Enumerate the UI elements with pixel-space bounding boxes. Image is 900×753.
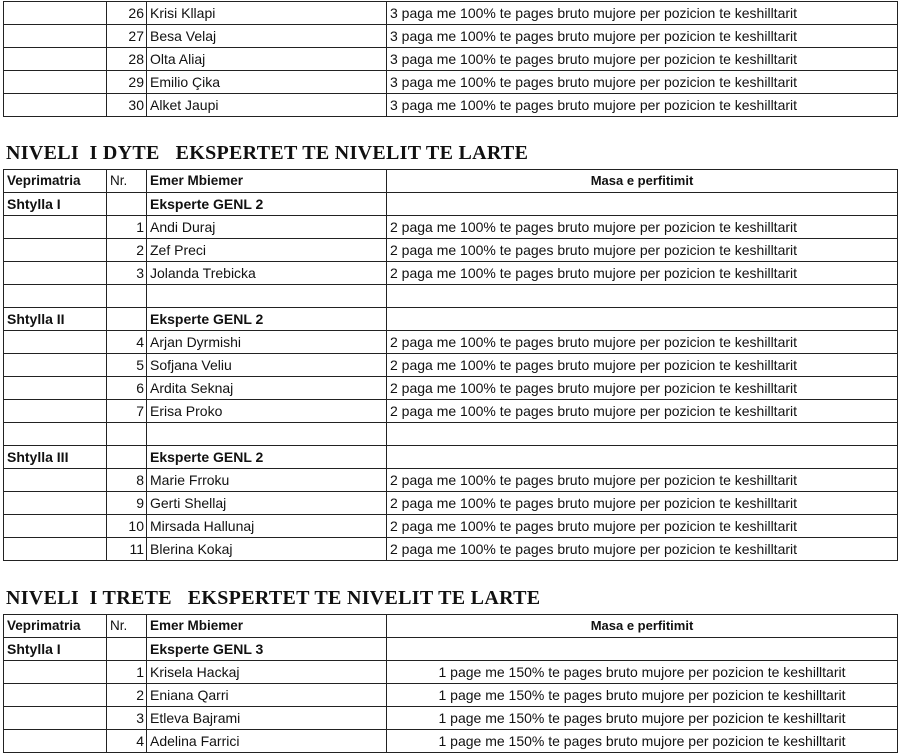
header-emer-mbiemer: Emer Mbiemer <box>147 615 387 638</box>
masa-cell: 2 paga me 100% te pages bruto mujore per pozicion te keshilltarit <box>387 538 898 561</box>
header-nr: Nr. <box>107 170 147 193</box>
nr-cell: 26 <box>107 2 147 25</box>
group-header-row <box>4 193 898 216</box>
name-cell: Eniana Qarri <box>147 684 387 707</box>
empty-cell <box>147 285 387 308</box>
header-emer-mbiemer: Emer Mbiemer <box>147 170 387 193</box>
masa-cell: 1 page me 150% te pages bruto mujore per pozicion te keshilltarit <box>387 730 898 753</box>
name-cell: Emilio Çika <box>147 71 387 94</box>
group-header-row <box>4 638 898 661</box>
nr-cell: 4 <box>107 331 147 354</box>
veprimatria-cell <box>4 661 107 684</box>
nr-cell: 2 <box>107 239 147 262</box>
table-row <box>4 492 898 515</box>
veprimatria-cell <box>4 492 107 515</box>
level3-header-row <box>4 615 898 638</box>
level2-heading: NIVELI I DYTE EKSPERTET TE NIVELIT TE LARTE <box>6 142 529 164</box>
category-label: Eksperte GENL 2 <box>147 193 387 216</box>
empty-cell <box>147 423 387 446</box>
nr-cell: 11 <box>107 538 147 561</box>
table-row <box>4 377 898 400</box>
nr-cell: 6 <box>107 377 147 400</box>
name-cell: Andi Duraj <box>147 216 387 239</box>
masa-cell: 1 page me 150% te pages bruto mujore per pozicion te keshilltarit <box>387 661 898 684</box>
veprimatria-cell <box>4 354 107 377</box>
category-label: Eksperte GENL 2 <box>147 446 387 469</box>
masa-cell: 3 paga me 100% te pages bruto mujore per pozicion te keshilltarit <box>387 48 898 71</box>
header-nr: Nr. <box>107 615 147 638</box>
nr-cell: 1 <box>107 216 147 239</box>
nr-cell: 27 <box>107 25 147 48</box>
table-row <box>4 354 898 377</box>
masa-cell <box>387 308 898 331</box>
masa-cell: 2 paga me 100% te pages bruto mujore per pozicion te keshilltarit <box>387 515 898 538</box>
name-cell: Sofjana Veliu <box>147 354 387 377</box>
veprimatria-cell <box>4 94 107 117</box>
table-row <box>4 684 898 707</box>
nr-cell: 3 <box>107 707 147 730</box>
nr-cell: 28 <box>107 48 147 71</box>
pillar-label: Shtylla I <box>4 638 107 661</box>
table-row <box>4 239 898 262</box>
masa-cell: 2 paga me 100% te pages bruto mujore per pozicion te keshilltarit <box>387 492 898 515</box>
masa-cell: 3 paga me 100% te pages bruto mujore per pozicion te keshilltarit <box>387 71 898 94</box>
table-row <box>4 469 898 492</box>
table-row <box>4 262 898 285</box>
group-header-row <box>4 308 898 331</box>
name-cell: Adelina Farrici <box>147 730 387 753</box>
spacer-row <box>4 423 898 446</box>
masa-cell: 2 paga me 100% te pages bruto mujore per pozicion te keshilltarit <box>387 469 898 492</box>
header-veprimatria: Veprimatria <box>4 615 107 638</box>
nr-cell <box>107 308 147 331</box>
veprimatria-cell <box>4 239 107 262</box>
veprimatria-cell <box>4 538 107 561</box>
level3-heading: NIVELI I TRETE EKSPERTET TE NIVELIT TE LARTE <box>6 587 541 609</box>
group-header-row <box>4 446 898 469</box>
veprimatria-cell <box>4 71 107 94</box>
masa-cell: 3 paga me 100% te pages bruto mujore per pozicion te keshilltarit <box>387 25 898 48</box>
veprimatria-cell <box>4 262 107 285</box>
level2-header-row <box>4 170 898 193</box>
name-cell: Marie Frroku <box>147 469 387 492</box>
nr-cell: 4 <box>107 730 147 753</box>
nr-cell: 7 <box>107 400 147 423</box>
name-cell: Ardita Seknaj <box>147 377 387 400</box>
name-cell: Zef Preci <box>147 239 387 262</box>
nr-cell: 3 <box>107 262 147 285</box>
name-cell: Etleva Bajrami <box>147 707 387 730</box>
name-cell: Blerina Kokaj <box>147 538 387 561</box>
masa-cell: 2 paga me 100% te pages bruto mujore per pozicion te keshilltarit <box>387 400 898 423</box>
veprimatria-cell <box>4 331 107 354</box>
table-row <box>4 216 898 239</box>
table-row <box>4 515 898 538</box>
veprimatria-cell <box>4 707 107 730</box>
veprimatria-cell <box>4 684 107 707</box>
level3-table <box>3 614 898 753</box>
name-cell: Olta Aliaj <box>147 48 387 71</box>
nr-cell <box>107 446 147 469</box>
category-label: Eksperte GENL 3 <box>147 638 387 661</box>
table-row <box>4 538 898 561</box>
nr-cell: 10 <box>107 515 147 538</box>
name-cell: Krisela Hackaj <box>147 661 387 684</box>
header-masa: Masa e perfitimit <box>387 615 898 638</box>
veprimatria-cell <box>4 469 107 492</box>
masa-cell: 1 page me 150% te pages bruto mujore per pozicion te keshilltarit <box>387 684 898 707</box>
table-row <box>4 707 898 730</box>
veprimatria-cell <box>4 377 107 400</box>
nr-cell: 5 <box>107 354 147 377</box>
veprimatria-cell <box>4 730 107 753</box>
header-masa: Masa e perfitimit <box>387 170 898 193</box>
nr-cell <box>107 193 147 216</box>
nr-cell: 30 <box>107 94 147 117</box>
masa-cell: 2 paga me 100% te pages bruto mujore per pozicion te keshilltarit <box>387 239 898 262</box>
pillar-label: Shtylla III <box>4 446 107 469</box>
empty-cell <box>107 285 147 308</box>
table-row <box>4 661 898 684</box>
category-label: Eksperte GENL 2 <box>147 308 387 331</box>
masa-cell: 2 paga me 100% te pages bruto mujore per pozicion te keshilltarit <box>387 377 898 400</box>
pillar-label: Shtylla II <box>4 308 107 331</box>
masa-cell <box>387 193 898 216</box>
table-row <box>4 2 898 25</box>
empty-cell <box>4 285 107 308</box>
table-row <box>4 400 898 423</box>
nr-cell: 9 <box>107 492 147 515</box>
name-cell: Gerti Shellaj <box>147 492 387 515</box>
masa-cell: 2 paga me 100% te pages bruto mujore per pozicion te keshilltarit <box>387 262 898 285</box>
masa-cell: 2 paga me 100% te pages bruto mujore per pozicion te keshilltarit <box>387 216 898 239</box>
masa-cell: 3 paga me 100% te pages bruto mujore per pozicion te keshilltarit <box>387 94 898 117</box>
veprimatria-cell <box>4 25 107 48</box>
veprimatria-cell <box>4 400 107 423</box>
name-cell: Jolanda Trebicka <box>147 262 387 285</box>
name-cell: Mirsada Hallunaj <box>147 515 387 538</box>
table-row <box>4 71 898 94</box>
nr-cell <box>107 638 147 661</box>
header-veprimatria: Veprimatria <box>4 170 107 193</box>
name-cell: Krisi Kllapi <box>147 2 387 25</box>
empty-cell <box>387 423 898 446</box>
masa-cell: 2 paga me 100% te pages bruto mujore per pozicion te keshilltarit <box>387 331 898 354</box>
name-cell: Erisa Proko <box>147 400 387 423</box>
masa-cell: 3 paga me 100% te pages bruto mujore per pozicion te keshilltarit <box>387 2 898 25</box>
table-row <box>4 730 898 753</box>
masa-cell: 2 paga me 100% te pages bruto mujore per pozicion te keshilltarit <box>387 354 898 377</box>
masa-cell <box>387 638 898 661</box>
veprimatria-cell <box>4 216 107 239</box>
table-row <box>4 25 898 48</box>
top-continuation-table <box>3 1 898 117</box>
pillar-label: Shtylla I <box>4 193 107 216</box>
empty-cell <box>107 423 147 446</box>
nr-cell: 2 <box>107 684 147 707</box>
name-cell: Alket Jaupi <box>147 94 387 117</box>
masa-cell: 1 page me 150% te pages bruto mujore per pozicion te keshilltarit <box>387 707 898 730</box>
veprimatria-cell <box>4 2 107 25</box>
name-cell: Arjan Dyrmishi <box>147 331 387 354</box>
masa-cell <box>387 446 898 469</box>
table-row <box>4 94 898 117</box>
veprimatria-cell <box>4 48 107 71</box>
empty-cell <box>4 423 107 446</box>
veprimatria-cell <box>4 515 107 538</box>
level2-table <box>3 169 898 561</box>
name-cell: Besa Velaj <box>147 25 387 48</box>
table-row <box>4 331 898 354</box>
nr-cell: 1 <box>107 661 147 684</box>
spacer-row <box>4 285 898 308</box>
nr-cell: 8 <box>107 469 147 492</box>
table-row <box>4 48 898 71</box>
empty-cell <box>387 285 898 308</box>
nr-cell: 29 <box>107 71 147 94</box>
